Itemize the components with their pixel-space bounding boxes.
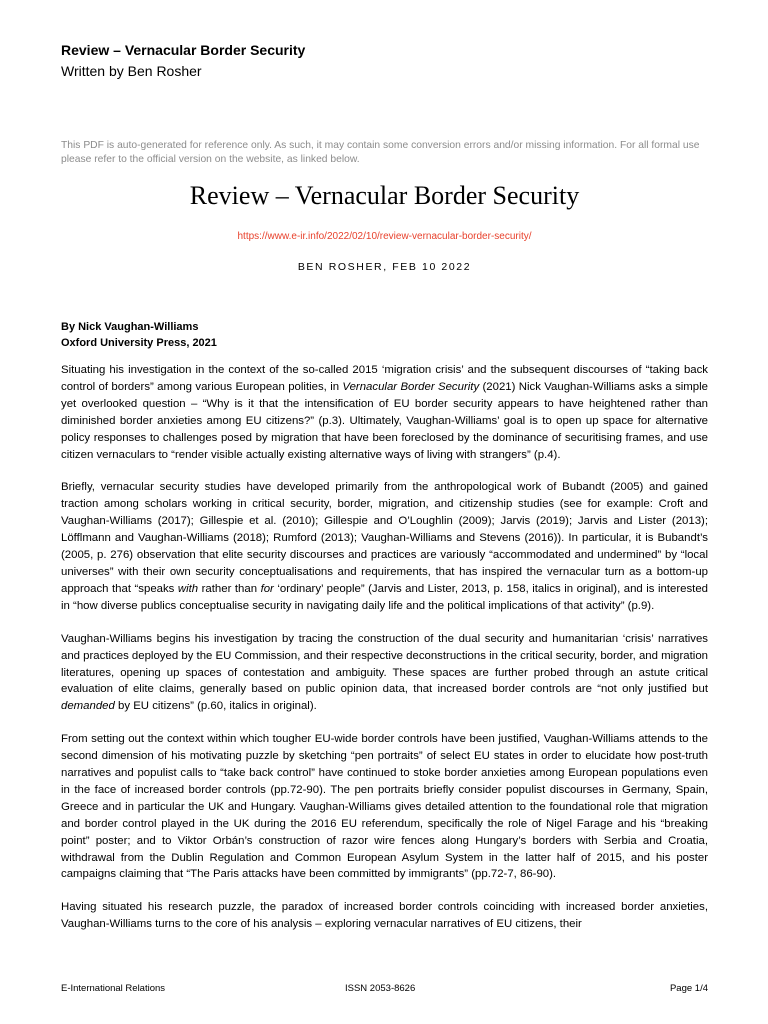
book-info [61, 319, 217, 351]
article-title: Review – Vernacular Border Security [189, 181, 580, 210]
book-publisher: Oxford University Press, 2021 [61, 337, 217, 349]
book-author: By Nick Vaughan-Williams [61, 321, 199, 333]
paragraph-5: Having situated his research puzzle, the paradox of increased border controls coinciding with increased border anxieties, Vaughan-Williams turns to the core of his analysis – exploring vernacular narratives of EU citizens, their [61, 901, 708, 931]
article-byline: BEN ROSHER, FEB 10 2022 [297, 261, 472, 273]
paragraph-3: Vaughan-Williams begins his investigation by tracing the construction of the dual security and humanitarian ‘crisis’ narratives and practices deployed by the EU Commission, and their respective deconstructions in the critical security, border, and migration literatures, opening up spaces of contestation and ambiguity. These spaces are further probed through an astute critical evaluation of elite claims, generally based on public opinion data, that increased border controls are “not only justified but demanded by EU citizens” (p.60, italics in original). [61, 632, 708, 713]
header-author: Written by Ben Rosher [61, 63, 202, 79]
paragraph-2: Briefly, vernacular security studies have developed primarily from the anthropological work of Bubandt (2005) and gained traction among scholars working in critical security, border, migration, and citizenship studies (see for example: Croft and Vaughan-Williams (2017); Gillespie et al. (2010); Gillespie and O’Loughlin (2009); Jarvis (2019); Jarvis and Lister (2013); Löfflmann and Vaughan-Williams (2018); Rumford (2013); Vaughan-Williams and Stevens (2016)). In particular, it is Bubandt’s (2005, p. 276) observation that elite security discourses and practices are variously “accommodated and undermined” by “local universes” with their own security conceptualisations and requirements, that has inspired the vernacular turn as a bottom-up approach that “speaks with rather than for ‘ordinary’ people” (Jarvis and Lister, 2013, p. 158, italics in original), and is interested in “how diverse publics conceptualise security in navigating daily life and the political implications of that activity” (p.9). [61, 481, 708, 612]
document-page [61, 0, 708, 1024]
footer-page-number: Page 1/4 [669, 983, 708, 994]
article-body [61, 362, 708, 949]
footer-publisher: E-International Relations [61, 983, 166, 994]
paragraph-1: Situating his investigation in the context of the so-called 2015 ‘migration crisis’ and the subsequent discourses of “taking back control of borders” among various European polities, in Vernacular Border Security (2021) Nick Vaughan-Williams asks a simple yet overlooked question – “Why is it that the intensification of EU border security appears to have heightened rather than diminished border anxieties among EU citizens?” (p.3). Ultimately, Vaughan-Williams’ goal is to open up space for alternative policy responses to challenges posed by migration that have been foreclosed by the dominance of securitising frames, and use citizen vernaculars to “render visible actually existing alternative ways of living with strangers” (p.4). [61, 364, 708, 461]
paragraph-4: From setting out the context within which tougher EU-wide border controls have been justified, Vaughan-Williams attends to the second dimension of his motivating puzzle by sketching “pen portraits” of select EU states in order to elucidate how post-truth narratives and populist calls to “take back control” have continued to stoke border anxieties among European populations even in the face of increased border controls (pp.72-90). The pen portraits briefly consider populist discourses in Germany, Spain, Greece and in particular the UK and Hungary. Vaughan-Williams gives detailed attention to the foundational role that migration and border control played in the UK during the 2016 EU referendum, specifically the role of Nigel Farage and his “breaking point” poster; and to Viktor Orbán’s construction of razor wire fences along Hungary’s borders with Serbia and Croatia, withdrawal from the Dublin Regulation and Common European Asylum System in the latter half of 2015, and his poster campaigns claiming that “The Paris attacks have been committed by immigrants” (pp.72-7, 86-90). [61, 733, 708, 881]
footer-issn: ISSN 2053-8626 [345, 983, 416, 994]
article-url-link[interactable]: https://www.e-ir.info/2022/02/10/review-vernacular-border-security/ [237, 231, 532, 242]
header-title: Review – Vernacular Border Security [61, 42, 306, 58]
pdf-notice: This PDF is auto-generated for reference only. As such, it may contain some conversion errors and/or missing information. For all formal use please refer to the official version on the website, as linked below. [61, 140, 700, 165]
